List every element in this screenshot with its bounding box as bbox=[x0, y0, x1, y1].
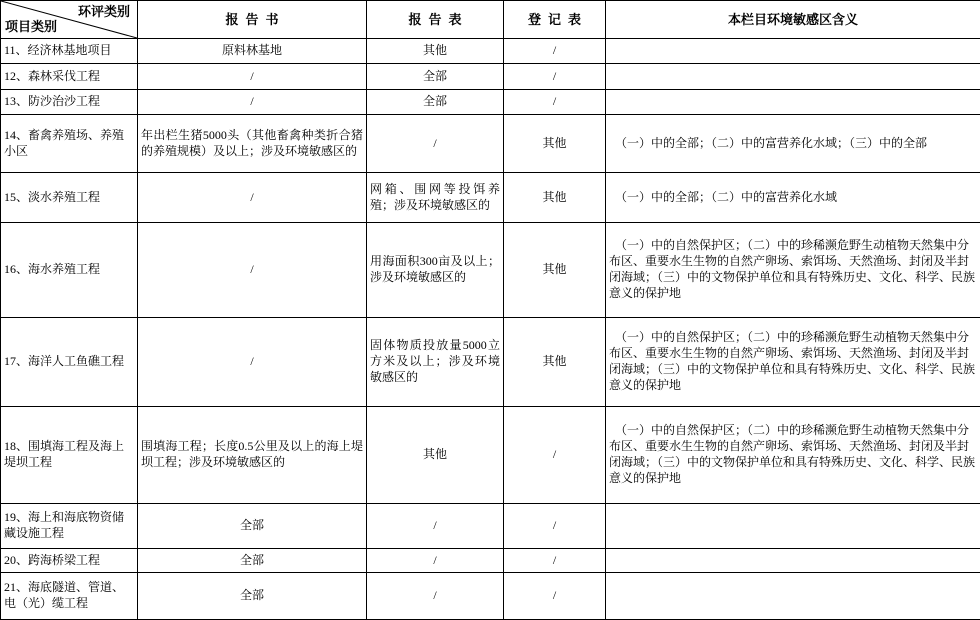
report-form-cell: / bbox=[367, 573, 504, 620]
corner-label-project-category: 项目类别 bbox=[5, 18, 57, 35]
registry-cell: / bbox=[504, 64, 606, 90]
registry-cell: / bbox=[504, 549, 606, 573]
registry-cell: / bbox=[504, 407, 606, 504]
report-form-cell: 网箱、围网等投饵养殖；涉及环境敏感区的 bbox=[367, 173, 504, 223]
meaning-cell: （一）中的自然保护区；（二）中的珍稀濒危野生动植物天然集中分布区、重要水生生物的自然产卵场、索饵场、天然渔场、封闭及半封闭海域；（三）中的文物保护单位和具有特殊历史、文化、科学、民族意义的保护地 bbox=[606, 318, 980, 407]
category-cell: 16、海水养殖工程 bbox=[1, 223, 138, 318]
category-cell: 20、跨海桥梁工程 bbox=[1, 549, 138, 573]
category-cell: 11、经济林基地项目 bbox=[1, 39, 138, 64]
registry-cell: / bbox=[504, 39, 606, 64]
registry-cell: 其他 bbox=[504, 318, 606, 407]
category-cell: 13、防沙治沙工程 bbox=[1, 90, 138, 115]
report-book-header: 报告书 bbox=[138, 1, 367, 39]
table-row bbox=[1, 407, 980, 504]
report-book-cell: / bbox=[138, 318, 367, 407]
meaning-cell: （一）中的全部；（二）中的富营养化水域；（三）中的全部 bbox=[606, 115, 980, 173]
report-form-cell: 固体物质投放量5000立方米及以上；涉及环境敏感区的 bbox=[367, 318, 504, 407]
table-row bbox=[1, 549, 980, 573]
registry-cell: 其他 bbox=[504, 173, 606, 223]
meaning-cell bbox=[606, 90, 980, 115]
category-cell: 19、海上和海底物资储藏设施工程 bbox=[1, 504, 138, 549]
category-cell: 12、森林采伐工程 bbox=[1, 64, 138, 90]
table-row bbox=[1, 39, 980, 64]
meaning-cell: （一）中的自然保护区；（二）中的珍稀濒危野生动植物天然集中分布区、重要水生生物的自然产卵场、索饵场、天然渔场、封闭及半封闭海域；（三）中的文物保护单位和具有特殊历史、文化、科学、民族意义的保护地 bbox=[606, 407, 980, 504]
report-book-cell: 全部 bbox=[138, 573, 367, 620]
report-book-cell: / bbox=[138, 64, 367, 90]
registry-cell: 其他 bbox=[504, 115, 606, 173]
category-cell: 21、海底隧道、管道、电（光）缆工程 bbox=[1, 573, 138, 620]
report-book-cell: / bbox=[138, 223, 367, 318]
meaning-cell bbox=[606, 64, 980, 90]
registry-cell: / bbox=[504, 90, 606, 115]
report-form-cell: / bbox=[367, 549, 504, 573]
meaning-cell bbox=[606, 39, 980, 64]
table-row bbox=[1, 318, 980, 407]
report-form-cell: / bbox=[367, 504, 504, 549]
table-row bbox=[1, 223, 980, 318]
report-form-cell: 其他 bbox=[367, 39, 504, 64]
report-book-cell: / bbox=[138, 173, 367, 223]
table-row bbox=[1, 115, 980, 173]
report-form-cell: 用海面积300亩及以上；涉及环境敏感区的 bbox=[367, 223, 504, 318]
report-form-header: 报告表 bbox=[367, 1, 504, 39]
report-book-cell: 围填海工程；长度0.5公里及以上的海上堤坝工程；涉及环境敏感区的 bbox=[138, 407, 367, 504]
meaning-cell bbox=[606, 573, 980, 620]
table-row bbox=[1, 64, 980, 90]
meaning-cell bbox=[606, 504, 980, 549]
report-book-cell: 全部 bbox=[138, 549, 367, 573]
report-book-cell: / bbox=[138, 90, 367, 115]
corner-label-eia-category: 环评类别 bbox=[78, 3, 130, 20]
report-book-cell: 原料林基地 bbox=[138, 39, 367, 64]
report-form-cell: 其他 bbox=[367, 407, 504, 504]
registry-form-header: 登记表 bbox=[504, 1, 606, 39]
category-cell: 17、海洋人工鱼礁工程 bbox=[1, 318, 138, 407]
table-row bbox=[1, 173, 980, 223]
registry-cell: / bbox=[504, 504, 606, 549]
category-cell: 18、围填海工程及海上堤坝工程 bbox=[1, 407, 138, 504]
corner-header-cell bbox=[1, 1, 138, 39]
meaning-cell bbox=[606, 549, 980, 573]
meaning-header: 本栏目环境敏感区含义 bbox=[606, 1, 980, 39]
meaning-cell: （一）中的自然保护区；（二）中的珍稀濒危野生动植物天然集中分布区、重要水生生物的自然产卵场、索饵场、天然渔场、封闭及半封闭海域；（三）中的文物保护单位和具有特殊历史、文化、科学、民族意义的保护地 bbox=[606, 223, 980, 318]
category-cell: 15、淡水养殖工程 bbox=[1, 173, 138, 223]
report-book-cell: 年出栏生猪5000头（其他畜禽种类折合猪的养殖规模）及以上；涉及环境敏感区的 bbox=[138, 115, 367, 173]
table-row bbox=[1, 90, 980, 115]
report-form-cell: 全部 bbox=[367, 64, 504, 90]
report-form-cell: 全部 bbox=[367, 90, 504, 115]
report-book-cell: 全部 bbox=[138, 504, 367, 549]
table-row bbox=[1, 573, 980, 620]
registry-cell: / bbox=[504, 573, 606, 620]
header-row bbox=[1, 1, 980, 39]
registry-cell: 其他 bbox=[504, 223, 606, 318]
table-row bbox=[1, 504, 980, 549]
report-form-cell: / bbox=[367, 115, 504, 173]
category-cell: 14、畜禽养殖场、养殖小区 bbox=[1, 115, 138, 173]
meaning-cell: （一）中的全部；（二）中的富营养化水域 bbox=[606, 173, 980, 223]
